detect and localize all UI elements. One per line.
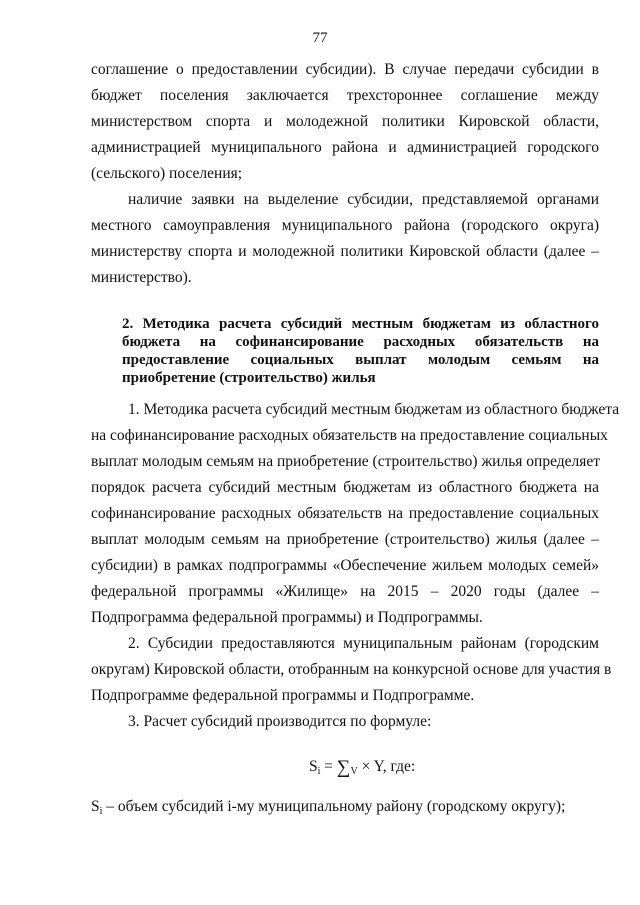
paragraph-line: (сельского) поселения; — [91, 165, 243, 182]
formula-s: S — [309, 758, 318, 775]
paragraph-line: округам) Кировской области, отобранным на конкурсной основе для участия в — [91, 661, 612, 678]
paragraph-line: порядок расчета субсидий местным бюджетам из областного бюджета на — [91, 479, 599, 496]
formula-rest: × Y, где: — [357, 758, 416, 775]
paragraph-line: Подпрограмма федеральной программы) и Подпрограммы. — [91, 609, 483, 626]
paragraph-line: 2. Субсидии предоставляются муниципальным районам (городским — [128, 635, 599, 652]
paragraph-line: федеральной программы «Жилище» на 2015 – 2020 годы (далее – — [91, 583, 599, 600]
section-heading-line: приобретение (строительство) жилья — [122, 370, 376, 386]
paragraph-line: местного самоуправления муниципального района (городского округа) — [91, 217, 599, 234]
paragraph-line: 1. Методика расчета субсидий местным бюджетам из областного бюджета — [128, 401, 620, 418]
paragraph-line: субсидии) в рамках подпрограммы «Обеспечение жильем молодых семей» — [91, 557, 599, 574]
paragraph-line: министерством спорта и молодежной политики Кировской области, — [91, 113, 599, 130]
paragraph-line: на софинансирование расходных обязательств на предоставление социальных — [91, 427, 608, 444]
definition-text: – объем субсидий i-му муниципальному району (городскому округу); — [102, 798, 566, 815]
paragraph-line: министерство). — [91, 269, 192, 286]
section-heading-line: бюджета на софинансирование расходных обязательств на — [122, 334, 599, 350]
paragraph-line: министерству спорта и молодежной политики Кировской области (далее – — [91, 243, 599, 260]
paragraph-line: выплат молодым семьям на приобретение (строительство) жилья определяет — [91, 453, 601, 470]
paragraph-line: администрацией муниципального района и администрацией городского — [91, 139, 599, 156]
formula-s-subscript: i — [317, 766, 321, 777]
paragraph-line: наличие заявки на выделение субсидии, представляемой органами — [128, 191, 599, 208]
paragraph-line: соглашение о предоставлении субсидии). В случае передачи субсидии в — [91, 61, 599, 78]
paragraph-line: бюджет поселения заключается трехстороннее соглашение между — [91, 87, 599, 104]
section-heading-line: 2. Методика расчета субсидий местным бюджетам из областного — [122, 316, 599, 332]
page-number: 77 — [312, 30, 328, 46]
formula-equals: = — [320, 758, 337, 775]
definition-line — [91, 797, 565, 822]
section-heading-line: предоставление социальных выплат молодым семьям на — [122, 352, 599, 368]
paragraph-line: выплат молодым семьям на приобретение (строительство) жилья (далее – — [91, 531, 599, 548]
definition-s: S — [91, 798, 100, 815]
definition-s-subscript: i — [99, 806, 103, 817]
paragraph-line: Подпрограмме федеральной программы и Подпрограмме. — [91, 687, 475, 704]
paragraph-line: софинансирование расходных обязательств на предоставление социальных — [91, 505, 599, 522]
sum-symbol: ∑ — [336, 757, 351, 778]
paragraph-line: 3. Расчет субсидий производится по формуле: — [128, 713, 432, 730]
formula — [309, 757, 415, 779]
formula-v-subscript: V — [350, 766, 358, 777]
